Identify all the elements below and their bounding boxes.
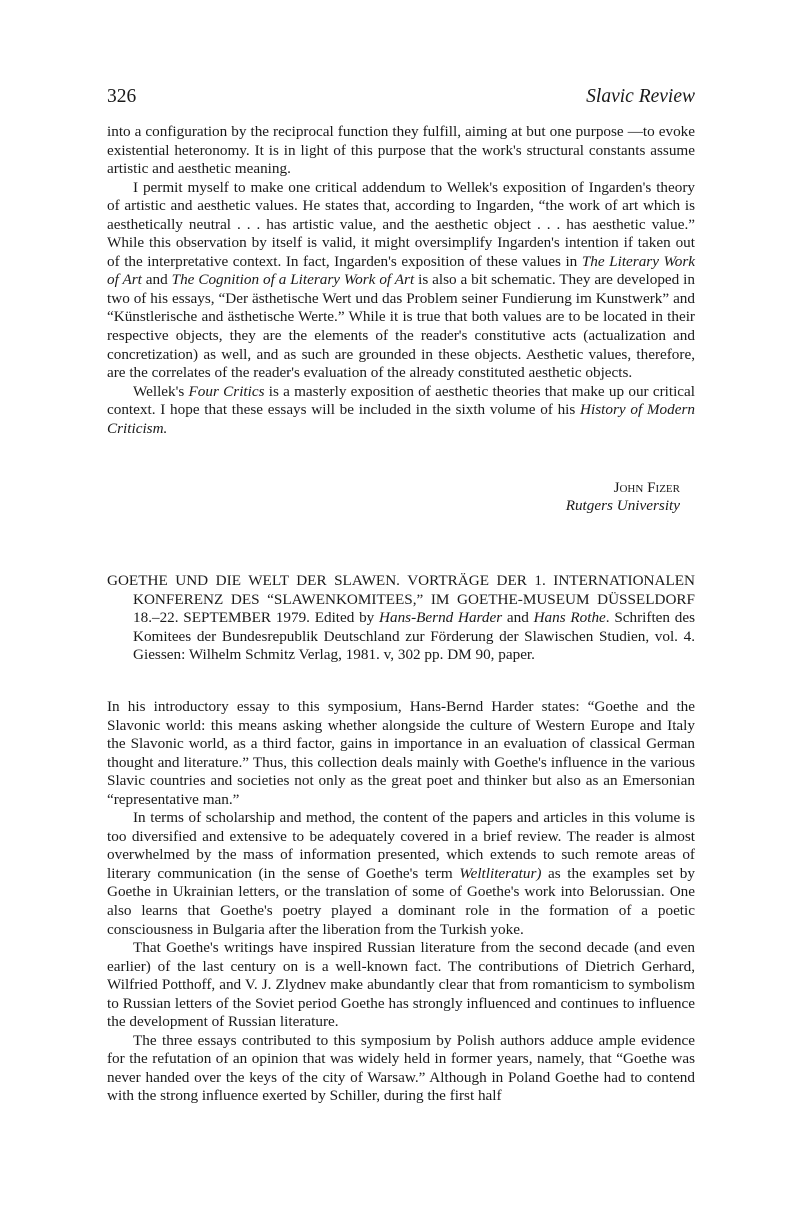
text: is also a bit schematic. They are developed in two of his essays, “Der ästhetische Wert und das Problem seiner Fundierung im Kunstwerk” and “Künstlerische and ästhetische Werte.” While it is true that both values are to be located in their respective objects, they are the elements of the reader's constitutive acts (actualization and concretization) as well, and as such are grounded in these objects. Aesthetic values, therefore, are the correlates of the reader's evaluation of the already constituted aesthetic objects. [107, 271, 695, 382]
paragraph: The three essays contributed to this symposium by Polish authors adduce ample evidence for the refutation of an opinion that was widely held in former years, namely, that “Goethe was never handed over the keys of the city of Warsaw.” Although in Poland Goethe had to contend with the strong influence exerted by Schiller, during the first half [107, 1031, 695, 1105]
reviewer-name: John Fizer [613, 479, 680, 496]
text: as the examples set by Goethe in Ukrainian letters, or the translation of some of Goethe's work into Belorussian. One also learns that Goethe's poetry played a dominant role in the formation of a poetic consciousness in Bulgaria after the liberation from the Turkish yoke. [107, 864, 695, 938]
term: Weltliteratur) [459, 864, 542, 882]
publication-details: . Schriften des Komitees der Bundesrepublik Deutschland zur Förderung der Slawischen Studien, vol. 4. Giessen: Wilhelm Schmitz Verlag, 1981. v, 302 pp. DM 90, paper. [133, 609, 695, 664]
paragraph [107, 383, 695, 439]
paragraph [107, 809, 695, 939]
text: and [141, 271, 172, 289]
paragraph: In his introductory essay to this symposium, Hans-Bernd Harder states: “Goethe and the Slavonic world: this means asking whether alongside the culture of Western Europe and Italy the Slavonic world, as a third factor, gains in importance in an evaluation of classical German thought and literature.” Thus, this collection deals mainly with Goethe's influence in the various Slavic countries and societies not only as the great poet and thinker but also as an Emersonian “representative man.” [107, 698, 695, 808]
review-fizer-body [107, 123, 695, 438]
text: Wellek's [133, 382, 189, 400]
editor: Hans-Bernd Harder [379, 609, 503, 627]
book-title: The Cognition of a Literary Work of Art [171, 271, 415, 289]
paragraph: into a configuration by the reciprocal function they fulfill, aiming at but one purpose —to evoke existential heteronomy. It is in light of this purpose that the work's structural constants assume artistic and aesthetic meaning. [107, 123, 695, 178]
reviewer-affiliation: Rutgers University [565, 497, 680, 514]
journal-title: Slavic Review [586, 86, 695, 107]
book-title: Four Critics [188, 382, 265, 400]
book-citation [107, 572, 695, 665]
editor: Hans Rothe [533, 609, 606, 627]
text: In terms of scholarship and method, the content of the papers and articles in this volume is too diversified and extensive to be adequately covered in a brief review. The reader is almost overwhelmed by the mass of information presented, which extends to such remote areas of literary communication (in the sense of Goethe's term [107, 809, 695, 882]
paragraph [107, 179, 695, 383]
review-goethe-body [107, 698, 695, 1106]
text: and [502, 609, 534, 627]
book-title: History of Modern Criticism. [107, 401, 695, 437]
page-number: 326 [107, 86, 137, 107]
book-title: The Literary Work of Art [107, 252, 695, 289]
running-header [107, 86, 695, 110]
text: is a masterly exposition of aesthetic theories that make up our critical context. I hope that these essays will be included in the sixth volume of his [107, 382, 696, 419]
paragraph: That Goethe's writings have inspired Russian literature from the second decade (and even earlier) of the last century on is a well-known fact. The contributions of Dietrich Gerhard, Wilfried Potthoff, and V. J. Zlydnev make abundantly clear that from romanticism to symbolism to Russian letters of the Soviet period Goethe has strongly influenced and continues to influence the development of Russian literature. [107, 939, 695, 1031]
book-title: GOETHE UND DIE WELT DER SLAWEN. VORTRÄGE DER 1. INTERNATIONALEN KONFERENZ DES “SLAWENKOMITEES,” IM GOETHE-MUSEUM DÜSSELDORF 18.–22. SEPTEMBER 1979. Edited by [107, 572, 695, 627]
text: I permit myself to make one critical addendum to Wellek's exposition of Ingarden's theory of artistic and aesthetic values. He states that, according to Ingarden, “the work of art which is aesthetically neutral . . . has artistic value, and the aesthetic object . . . has aesthetic value.” While this observation by itself is valid, it might oversimplify Ingarden's intention if taken out of the interpretative context. In fact, Ingarden's exposition of these values in [107, 178, 695, 270]
